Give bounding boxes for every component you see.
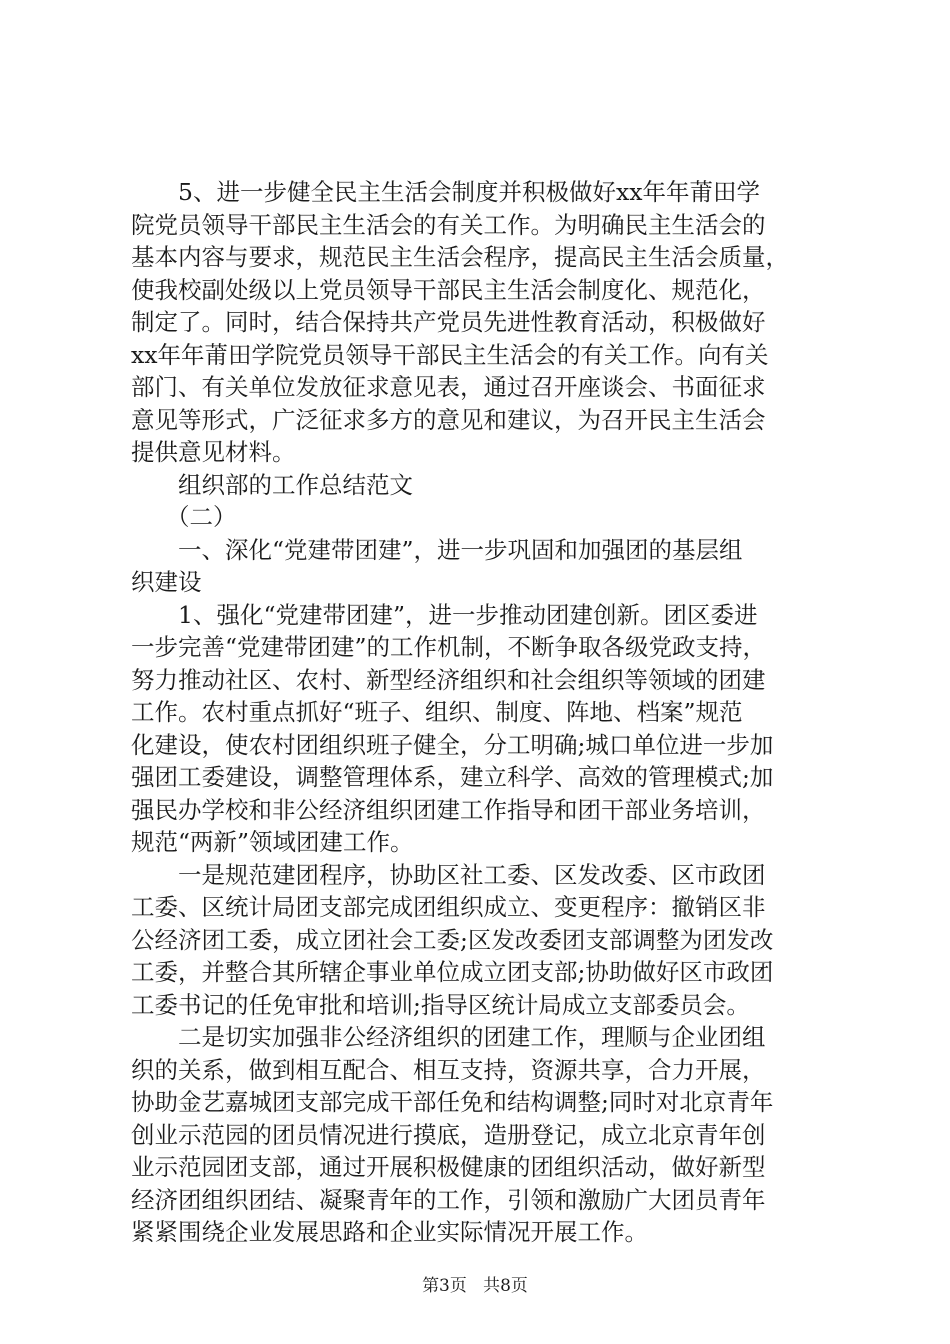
text-line: 经济团组织团结、凝聚青年的工作，引领和激励广大团员青年 [131, 1185, 766, 1214]
text-line: 强民办学校和非公经济组织团建工作指导和团干部业务培训， [131, 795, 766, 824]
text-line: 一步完善“党建带团建”的工作机制，不断争取各级党政支持， [131, 633, 767, 661]
text-line: xx年年莆田学院党员领导干部民主生活会的有关工作。向有关 [131, 340, 769, 369]
text-line: 工委，并整合其所辖企事业单位成立团支部;协助做好区市政团 [131, 958, 774, 986]
text-line: 公经济团工委，成立团社会工委;区发改委团支部调整为团发改 [131, 925, 774, 954]
text-line: 工委书记的任免审批和培训;指导区统计局成立支部委员会。 [131, 990, 750, 1019]
text-line: 1、强化“党建带团建”，进一步推动团建创新。团区委进 [178, 600, 758, 629]
heading-line: 一、深化“党建带团建”，进一步巩固和加强团的基层组 [178, 535, 743, 564]
heading-line: 织建设 [131, 568, 202, 596]
text-line: 使我校副处级以上党员领导干部民主生活会制度化、规范化， [131, 275, 766, 304]
text-line: 织的关系，做到相互配合、相互支持，资源共享，合力开展， [131, 1055, 766, 1084]
text-line: 创业示范园的团员情况进行摸底，造册登记，成立北京青年创 [131, 1120, 766, 1149]
text-line: 提供意见材料。 [131, 438, 296, 466]
text-line: 紧紧围绕企业发展思路和企业实际情况开展工作。 [131, 1218, 648, 1246]
text-line: 工作。农村重点抓好“班子、组织、制度、阵地、档案”规范 [131, 698, 743, 726]
text-line: 规范“两新”领域团建工作。 [131, 828, 414, 856]
text-line: 意见等形式，广泛征求多方的意见和建议，为召开民主生活会 [131, 405, 766, 434]
text-line: 强团工委建设，调整管理体系，建立科学、高效的管理模式;加 [131, 763, 774, 791]
text-line: 努力推动社区、农村、新型经济组织和社会组织等领域的团建 [131, 665, 766, 694]
text-line: 一是规范建团程序，协助区社工委、区发改委、区市政团 [178, 860, 766, 889]
page-footer [0, 1275, 950, 1297]
page-number-separator [472, 1276, 477, 1296]
document-body [131, 176, 831, 1249]
page-number-total: 共8页 [483, 1276, 528, 1296]
text-line: 院党员领导干部民主生活会的有关工作。为明确民主生活会的 [131, 210, 766, 239]
section-number: （二） [166, 503, 237, 531]
text-line: 化建设，使农村团组织班子健全，分工明确;城口单位进一步加 [131, 730, 774, 759]
text-line: 协助金艺嘉城团支部完成干部任免和结构调整;同时对北京青年 [131, 1088, 774, 1116]
text-line: 制定了。同时，结合保持共产党员先进性教育活动，积极做好 [131, 308, 766, 336]
text-line: 基本内容与要求，规范民主生活会程序，提高民主生活会质量， [131, 243, 789, 271]
page-number-current: 第3页 [422, 1276, 467, 1296]
text-line: 部门、有关单位发放征求意见表，通过召开座谈会、书面征求 [131, 373, 766, 401]
text-line: 业示范园团支部，通过开展积极健康的团组织活动，做好新型 [131, 1153, 766, 1181]
section-title: 组织部的工作总结范文 [178, 470, 413, 499]
text-line: 工委、区统计局团支部完成团组织成立、变更程序：撤销区非 [131, 893, 766, 921]
text-line: 二是切实加强非公经济组织的团建工作，理顺与企业团组 [178, 1023, 766, 1051]
text-line: 5、进一步健全民主生活会制度并积极做好xx年年莆田学 [178, 178, 760, 206]
